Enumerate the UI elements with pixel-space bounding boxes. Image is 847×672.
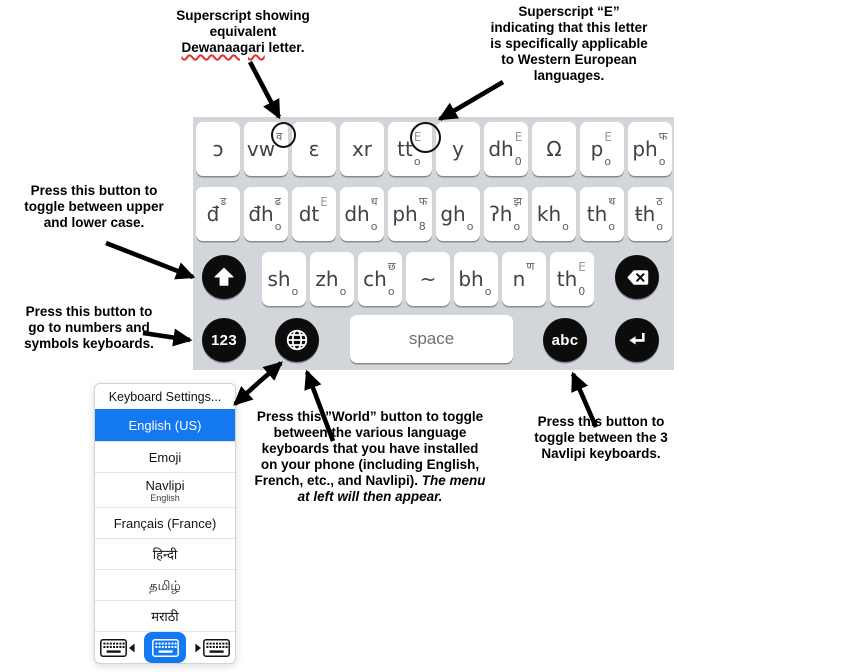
- key-scripts: [578, 261, 587, 297]
- key-scripts: [371, 196, 380, 232]
- key-superscript: E: [413, 130, 422, 144]
- key-scripts: [513, 196, 522, 232]
- misspelled-word: Dewanaagari: [181, 40, 265, 55]
- annotation-line: Press this button to: [537, 414, 665, 429]
- annotation-line: and lower case.: [43, 215, 145, 230]
- menu-item-6[interactable]: [95, 600, 235, 631]
- key-gh[interactable]: [436, 187, 480, 241]
- key-base-label: xr: [351, 137, 373, 161]
- keyboard-dock-options: [95, 631, 235, 663]
- key-superscript: व: [276, 130, 283, 143]
- key-superscript: [467, 196, 476, 207]
- key-ʔh[interactable]: [484, 187, 528, 241]
- key-subscript: o: [604, 155, 612, 168]
- annotation-devanagari-superscript: [148, 8, 338, 56]
- key-base-label: dh: [488, 137, 514, 161]
- annotation-line: languages.: [533, 68, 605, 83]
- annotation-line: [148, 40, 338, 56]
- key-scripts: [515, 131, 524, 167]
- annotation-line: Superscript “E”: [518, 4, 620, 19]
- key-ɛ[interactable]: [292, 122, 336, 176]
- dock-center-keyboard-icon[interactable]: [144, 632, 186, 663]
- key-base-label: ~: [419, 267, 437, 291]
- key-scripts: [562, 196, 571, 232]
- key-subscript: o: [274, 220, 282, 233]
- key-scripts: [604, 131, 613, 167]
- annotation-circle-e-superscript: [410, 122, 441, 153]
- key-scripts: [419, 196, 428, 232]
- key-subscript: o: [291, 285, 299, 298]
- key-base-label: ɛ: [308, 137, 320, 161]
- key-đ[interactable]: [196, 187, 240, 241]
- key-base-label: kh: [536, 202, 562, 226]
- key-subscript: o: [513, 220, 521, 233]
- key-superscript: E: [514, 130, 523, 144]
- key-subscript: o: [658, 155, 666, 168]
- annotation-shift-button: [2, 183, 186, 231]
- key-superscript: E: [320, 195, 328, 209]
- key-subscript: o: [608, 220, 615, 233]
- numbers-button[interactable]: 123: [202, 318, 246, 362]
- menu-item-keyboard-settings[interactable]: Keyboard Settings...: [108, 389, 222, 404]
- key-th[interactable]: [550, 252, 594, 306]
- key-dh[interactable]: [484, 122, 528, 176]
- key-scripts: [340, 261, 349, 297]
- arrow-to-shift: [106, 243, 193, 277]
- arrow-to-e-circle: [440, 82, 503, 119]
- key-sh[interactable]: [262, 252, 306, 306]
- key-superscript: ण: [526, 260, 535, 273]
- key-superscript: ध: [370, 195, 378, 208]
- key-base-label: dt: [298, 202, 320, 226]
- key-bh[interactable]: [454, 252, 498, 306]
- key-subscript: o: [656, 220, 663, 233]
- annotation-text: Press this ”World” button to toggle between the various language keyboards that you have installed on your phone (including English, French, etc., and Navlipi).: [254, 409, 484, 488]
- key-superscript: थ: [608, 195, 616, 208]
- key-base-label: dh: [344, 202, 370, 226]
- annotation-text-italic: The menu at left will then appear.: [297, 473, 486, 504]
- key-base-label: p: [590, 137, 604, 161]
- key-subscript: [220, 222, 229, 232]
- menu-item-label: Emoji: [148, 449, 182, 465]
- key-subscript: o: [387, 285, 395, 298]
- key-superscript: ड: [220, 195, 227, 208]
- menu-item-label: मराठी: [151, 608, 179, 624]
- space-key[interactable]: space: [350, 315, 513, 363]
- key-base-label: Ω: [546, 137, 562, 161]
- key-n[interactable]: [502, 252, 546, 306]
- key-scripts: [388, 261, 397, 297]
- key-dh[interactable]: [340, 187, 384, 241]
- key-base-label: sh: [267, 267, 291, 291]
- globe-icon: [284, 327, 310, 353]
- menu-item-5[interactable]: [95, 569, 235, 600]
- key-base-label: tt: [397, 137, 413, 161]
- key-kh[interactable]: [532, 187, 576, 241]
- key-subscript: o: [484, 285, 492, 298]
- key-superscript: E: [604, 130, 612, 144]
- key-ɔ[interactable]: [196, 122, 240, 176]
- key-scripts: [275, 196, 284, 232]
- arrow-globe-to-menu-down: [235, 383, 258, 404]
- dock-right-keyboard-icon[interactable]: [195, 639, 230, 657]
- menu-item-2[interactable]: [95, 472, 235, 507]
- key-p[interactable]: [580, 122, 624, 176]
- key-subscript: 0: [514, 155, 522, 168]
- key-scripts: [526, 261, 535, 297]
- menu-item-label: Français (France): [113, 515, 217, 531]
- key-superscript: ठ: [656, 195, 663, 208]
- key-superscript: फ: [418, 195, 428, 208]
- key-base-label: bh: [458, 267, 484, 291]
- key-base-label: th: [556, 267, 578, 291]
- annotation-abc-button: [500, 414, 702, 462]
- annotation-text: letter.: [264, 40, 305, 55]
- key-scripts: [467, 196, 476, 232]
- key-scripts: [220, 196, 229, 232]
- key-superscript: झ: [513, 195, 522, 208]
- menu-item-label: தமிழ்: [149, 577, 181, 593]
- key-base-label: ph: [392, 202, 418, 226]
- menu-item-4[interactable]: [95, 538, 235, 569]
- menu-item-sublabel: English: [150, 492, 180, 503]
- key-subscript: o: [339, 285, 347, 298]
- keyboard-row-3: [262, 252, 594, 306]
- key-base-label: ch: [363, 267, 387, 291]
- menu-item-0[interactable]: [95, 409, 235, 441]
- key-th[interactable]: [580, 187, 624, 241]
- key-y[interactable]: [436, 122, 480, 176]
- key-scripts: [608, 196, 617, 232]
- key-base-label: đh: [248, 202, 274, 226]
- key-Ω[interactable]: [532, 122, 576, 176]
- key-subscript: [526, 287, 535, 297]
- key-superscript: E: [578, 260, 586, 274]
- menu-item-label: हिन्दी: [152, 546, 178, 562]
- annotation-line: indicating that this letter: [490, 20, 648, 35]
- key-base-label: zh: [315, 267, 339, 291]
- annotation-line: to Western European: [501, 52, 637, 67]
- key-superscript: [485, 261, 494, 272]
- annotation-line: equivalent: [209, 24, 277, 39]
- key-base-label: ɔ: [212, 137, 224, 161]
- key-zh[interactable]: [310, 252, 354, 306]
- menu-item-label: English (US): [128, 418, 202, 433]
- key-subscript: [320, 222, 329, 232]
- key-ch[interactable]: [358, 252, 402, 306]
- menu-item-1[interactable]: [95, 441, 235, 472]
- key-~[interactable]: [406, 252, 450, 306]
- shift-icon: [212, 265, 236, 289]
- annotation-e-superscript: [448, 4, 690, 84]
- key-base-label: đ: [206, 202, 220, 226]
- key-superscript: छ: [387, 260, 396, 273]
- key-ph[interactable]: [388, 187, 432, 241]
- annotation-line: Press this button to: [25, 304, 153, 319]
- key-subscript: o: [370, 220, 378, 233]
- annotation-line: Superscript showing: [176, 8, 310, 23]
- key-subscript: 8: [418, 220, 426, 233]
- annotation-line: is specifically applicable: [490, 36, 648, 51]
- key-xr[interactable]: [340, 122, 384, 176]
- abc-button[interactable]: abc: [543, 318, 587, 362]
- key-scripts: [659, 131, 668, 167]
- key-scripts: [320, 196, 329, 232]
- annotation-numbers-button: [0, 304, 178, 352]
- backspace-button[interactable]: [615, 255, 659, 299]
- annotation-line: toggle between the 3: [534, 430, 668, 445]
- menu-item-label: Navlipi: [145, 477, 185, 493]
- key-base-label: ʔh: [489, 202, 513, 226]
- key-dt[interactable]: [292, 187, 336, 241]
- annotation-line: toggle between upper: [24, 199, 164, 214]
- key-base-label: ph: [632, 137, 658, 161]
- return-button[interactable]: [615, 318, 659, 362]
- annotation-circle-devanagari-superscript: [271, 122, 296, 148]
- globe-button[interactable]: [275, 318, 319, 362]
- annotation-line: Press this button to: [30, 183, 158, 198]
- annotation-line: go to numbers and: [28, 320, 150, 335]
- annotation-line: Navlipi keyboards.: [541, 446, 661, 461]
- key-subscript: o: [413, 155, 421, 168]
- keyboard-row-2: [196, 187, 672, 241]
- key-superscript: ढ: [274, 195, 281, 208]
- key-base-label: n: [512, 267, 526, 291]
- key-scripts: [292, 261, 301, 297]
- key-subscript: 0: [578, 285, 586, 298]
- key-scripts: [656, 196, 665, 232]
- annotation-world-button: [254, 409, 486, 505]
- dock-left-keyboard-icon[interactable]: [100, 639, 135, 657]
- key-superscript: [562, 196, 571, 207]
- key-base-label: ŧh: [634, 202, 656, 226]
- key-base-label: y: [452, 137, 464, 161]
- key-subscript: o: [466, 220, 474, 233]
- key-superscript: [292, 261, 301, 272]
- return-icon: [625, 328, 649, 352]
- key-base-label: th: [586, 202, 608, 226]
- key-scripts: [485, 261, 494, 297]
- key-base-label: gh: [440, 202, 466, 226]
- key-subscript: [276, 157, 285, 167]
- key-superscript: [340, 261, 349, 272]
- menu-item-list: [95, 409, 235, 631]
- key-ŧh[interactable]: [628, 187, 672, 241]
- key-ph[interactable]: [628, 122, 672, 176]
- menu-item-3[interactable]: [95, 507, 235, 538]
- shift-button[interactable]: [202, 255, 246, 299]
- key-đh[interactable]: [244, 187, 288, 241]
- navlipi-keyboard: [193, 117, 674, 370]
- key-superscript: फ: [658, 130, 668, 143]
- key-subscript: o: [562, 220, 569, 233]
- arrow-to-devanagari-circle: [250, 62, 279, 117]
- backspace-icon: [625, 265, 650, 290]
- annotation-line: symbols keyboards.: [24, 336, 154, 351]
- key-base-label: vw: [246, 137, 276, 161]
- keyboard-switcher-menu: [94, 383, 236, 664]
